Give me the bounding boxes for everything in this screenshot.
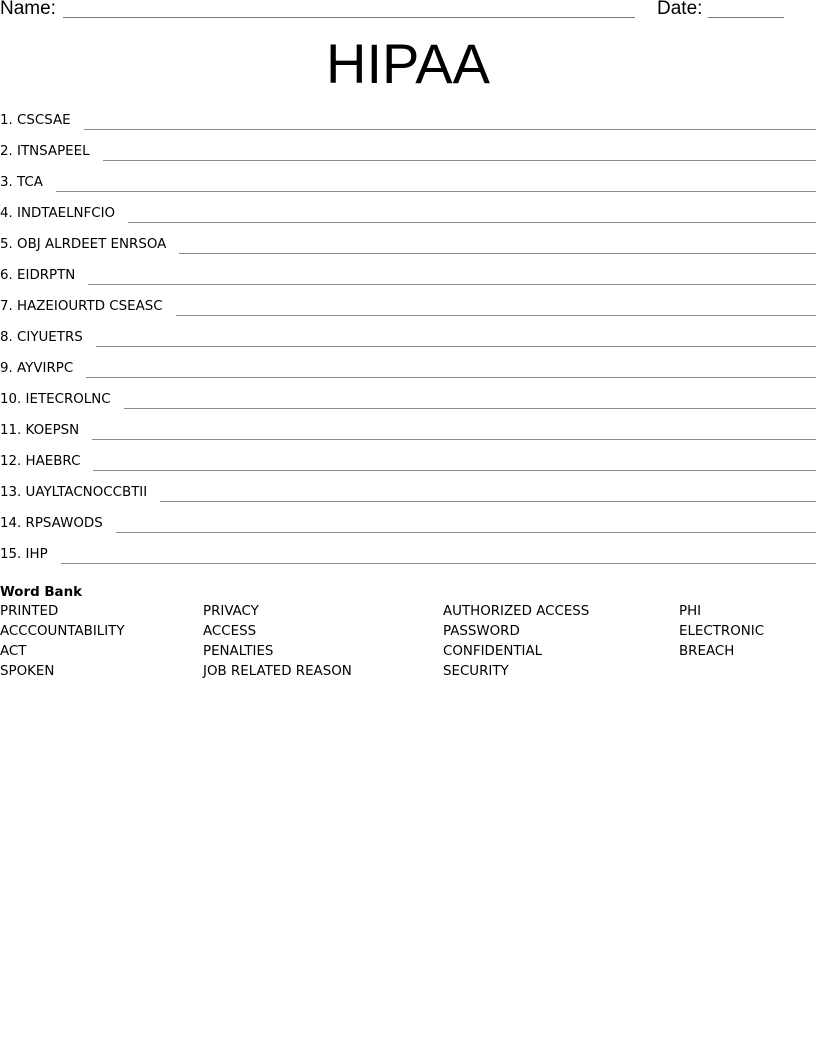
scrambled-word: 2. ITNSAPEEL [0, 144, 90, 159]
scramble-item [0, 204, 816, 235]
answer-line[interactable] [84, 111, 816, 130]
word-bank-entry: PASSWORD [443, 624, 520, 639]
scrambled-word: 12. HAEBRC [0, 454, 81, 469]
scrambled-word: 15. IHP [0, 547, 48, 562]
scramble-item [0, 359, 816, 390]
answer-line[interactable] [93, 452, 816, 471]
word-bank-title: Word Bank [0, 585, 83, 600]
page-title: HIPAA [326, 32, 490, 95]
scrambled-word: 9. AYVIRPC [0, 361, 74, 376]
worksheet-header [0, 0, 816, 24]
scrambled-word: 14. RPSAWODS [0, 516, 103, 531]
scramble-item [0, 390, 816, 421]
scramble-item [0, 545, 816, 576]
scrambled-word: 7. HAZEIOURTD CSEASC [0, 299, 163, 314]
answer-line[interactable] [86, 359, 816, 378]
name-label: Name: [0, 0, 56, 19]
word-bank-entry: PENALTIES [203, 644, 274, 659]
word-bank-entry: CONFIDENTIAL [443, 644, 543, 659]
word-bank-entry: BREACH [679, 644, 735, 659]
word-bank-entry: PRIVACY [203, 604, 259, 619]
name-field[interactable] [63, 17, 635, 18]
scrambled-word: 5. OBJ ALRDEET ENRSOA [0, 237, 167, 252]
date-label: Date: [657, 0, 703, 19]
word-bank-entry: SECURITY [443, 664, 509, 679]
word-bank-entry: PHI [679, 604, 702, 619]
answer-line[interactable] [96, 328, 816, 347]
word-bank-entry: ELECTRONIC [679, 624, 765, 639]
answer-line[interactable] [116, 514, 816, 533]
scramble-item [0, 173, 816, 204]
scrambled-word: 3. TCA [0, 175, 43, 190]
answer-line[interactable] [179, 235, 816, 254]
word-bank-entry: ACCCOUNTABILITY [0, 624, 125, 639]
scramble-item [0, 266, 816, 297]
word-bank-grid [0, 603, 816, 693]
answer-line[interactable] [176, 297, 816, 316]
answer-line[interactable] [56, 173, 816, 192]
scramble-item [0, 111, 816, 142]
answer-line[interactable] [61, 545, 816, 564]
word-bank-entry: SPOKEN [0, 664, 55, 679]
scrambled-word: 11. KOEPSN [0, 423, 80, 438]
word-bank-entry: JOB RELATED REASON [203, 664, 352, 679]
scramble-item [0, 328, 816, 359]
scramble-item [0, 514, 816, 545]
scrambled-word: 6. EIDRPTN [0, 268, 76, 283]
scramble-item [0, 142, 816, 173]
answer-line[interactable] [160, 483, 816, 502]
scramble-item [0, 483, 816, 514]
word-bank-entry: ACT [0, 644, 27, 659]
answer-line[interactable] [124, 390, 816, 409]
word-bank-entry: PRINTED [0, 604, 59, 619]
answer-line[interactable] [128, 204, 816, 223]
word-bank [0, 584, 816, 693]
scramble-list [0, 111, 816, 576]
scrambled-word: 8. CIYUETRS [0, 330, 83, 345]
scramble-item [0, 421, 816, 452]
scrambled-word: 4. INDTAELNFCIO [0, 206, 116, 221]
scrambled-word: 1. CSCSAE [0, 113, 71, 128]
scramble-item [0, 452, 816, 483]
answer-line[interactable] [103, 142, 816, 161]
word-bank-entry: ACCESS [203, 624, 257, 639]
scramble-item [0, 235, 816, 266]
word-bank-entry: AUTHORIZED ACCESS [443, 604, 590, 619]
answer-line[interactable] [92, 421, 816, 440]
scrambled-word: 13. UAYLTACNOCCBTII [0, 485, 148, 500]
answer-line[interactable] [88, 266, 816, 285]
scramble-item [0, 297, 816, 328]
scrambled-word: 10. IETECROLNC [0, 392, 111, 407]
date-field[interactable] [708, 17, 784, 18]
